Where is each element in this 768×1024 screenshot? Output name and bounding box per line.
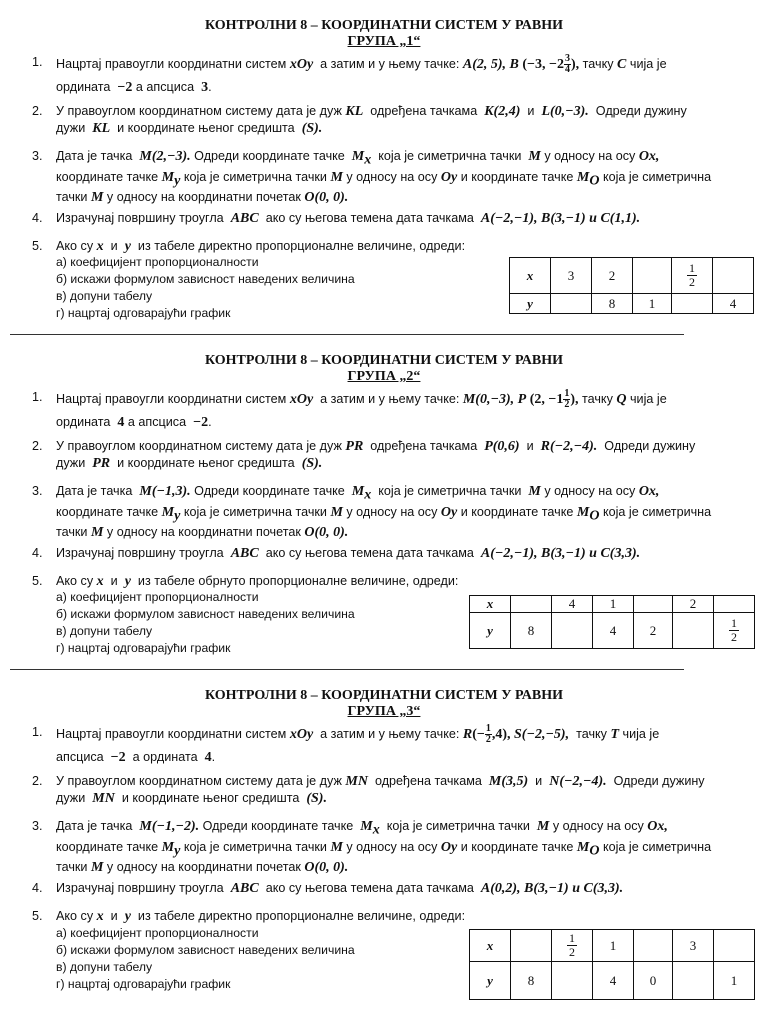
g2-y-0: 8 xyxy=(511,613,552,649)
g1-y-1: 8 xyxy=(592,294,633,314)
g2-y-1 xyxy=(552,613,593,649)
separator-2 xyxy=(10,669,684,670)
g3-x-2: 1 xyxy=(593,930,634,962)
g2-x-0 xyxy=(511,596,552,613)
g1-y-2: 1 xyxy=(633,294,672,314)
g2-y-5 xyxy=(714,613,755,649)
g3-y-3: 0 xyxy=(634,962,673,1000)
fraction: $\frac{1}{2}$ xyxy=(569,930,575,959)
g3-x-1 xyxy=(552,930,593,962)
fraction: $\frac{1}{2}$ xyxy=(731,615,737,644)
g2-x-1: 4 xyxy=(552,596,593,613)
group-3-subtasks: а) коефицијент пропорционалности б) искажи формулом зависност наведених величина в) допуни табелу г) нацртај одговарајући график xyxy=(56,926,355,991)
fraction: $\frac{1}{2}$ xyxy=(689,260,695,289)
g2-y-4 xyxy=(673,613,714,649)
group-3-table: x $\frac{1}{2}$ 1 3 y 8 4 0 1 xyxy=(469,929,755,1000)
g2-y-3: 2 xyxy=(634,613,673,649)
g3-y-0: 8 xyxy=(511,962,552,1000)
g3-y-5: 1 xyxy=(714,962,755,1000)
group-1-title: КОНТРОЛНИ 8 – КООРДИНАТНИ СИСТЕМ У РАВНИ xyxy=(204,18,564,33)
group-2-title: КОНТРОЛНИ 8 – КООРДИНАТНИ СИСТЕМ У РАВНИ xyxy=(204,353,564,368)
g3-y-2: 4 xyxy=(593,962,634,1000)
g2-x-5 xyxy=(714,596,755,613)
group-3-label: ГРУПА „3“ xyxy=(347,704,421,719)
separator-1 xyxy=(10,334,684,335)
g1-y-0 xyxy=(551,294,592,314)
g3-x-3 xyxy=(634,930,673,962)
group-2-table: x 4 1 2 y 8 4 2 $\frac{1}{2}$ xyxy=(469,595,755,649)
g1-x-0: 3 xyxy=(551,258,592,294)
g3-x-4: 3 xyxy=(673,930,714,962)
g1-x-3 xyxy=(672,258,713,294)
g1-x-4 xyxy=(713,258,754,294)
g1-x-2 xyxy=(633,258,672,294)
g2-x-4: 2 xyxy=(673,596,714,613)
group-2-subtasks: а) коефицијент пропорционалности б) искажи формулом зависност наведених величина в) допуни табелу г) нацртај одговарајући график xyxy=(56,590,355,655)
g3-x-0 xyxy=(511,930,552,962)
group-3-title: КОНТРОЛНИ 8 – КООРДИНАТНИ СИСТЕМ У РАВНИ xyxy=(204,688,564,703)
group-1-table: x 3 2 $\frac{1}{2}$ y 8 1 4 xyxy=(509,257,754,314)
g2-y-2: 4 xyxy=(593,613,634,649)
g1-y-4: 4 xyxy=(713,294,754,314)
g2-x-2: 1 xyxy=(593,596,634,613)
g1-x-1: 2 xyxy=(592,258,633,294)
g3-y-4 xyxy=(673,962,714,1000)
g3-x-5 xyxy=(714,930,755,962)
group-2-label: ГРУПА „2“ xyxy=(347,369,421,384)
group-1-subtasks: а) коефицијент пропорционалности б) искажи формулом зависност наведених величина в) допуни табелу г) нацртај одговарајући график xyxy=(56,255,355,320)
g2-x-3 xyxy=(634,596,673,613)
group-1-label: ГРУПА „1“ xyxy=(347,34,421,49)
g1-y-3 xyxy=(672,294,713,314)
g3-y-1 xyxy=(552,962,593,1000)
